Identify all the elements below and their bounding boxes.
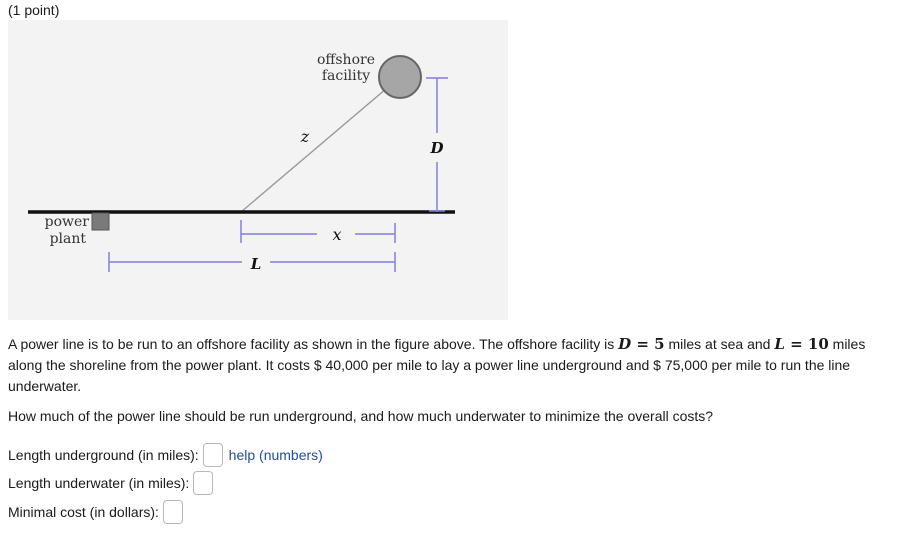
label-z: z xyxy=(300,127,310,146)
label-l: L xyxy=(250,255,262,273)
figure-diagram xyxy=(8,20,508,320)
cost-row xyxy=(8,500,183,524)
var-d: D xyxy=(618,335,632,353)
underground-label: Length underground (in miles): xyxy=(8,447,199,463)
value-l: = 10 xyxy=(784,335,829,353)
facility-label: facility xyxy=(321,68,371,84)
var-l: L xyxy=(774,335,785,353)
underground-input[interactable] xyxy=(203,443,223,467)
label-d: D xyxy=(430,139,444,157)
power-label: power xyxy=(44,214,89,230)
cost-label: Minimal cost (in dollars): xyxy=(8,504,159,520)
problem-statement: A power line is to be run to an offshore facility as shown in the figure above. The offshore facility is D = 5 miles at sea and L = 10 miles along the shoreline from the power plant. It costs $ 40,000 per mile to lay a power line underground and $ 75,000 per mile to run the line underwater. xyxy=(8,335,866,394)
offshore-facility xyxy=(379,56,421,98)
problem-figure xyxy=(8,20,508,320)
plant-label: plant xyxy=(49,231,86,247)
underground-row xyxy=(8,443,323,467)
power-plant xyxy=(92,213,109,230)
cost-input[interactable] xyxy=(163,500,183,524)
value-d: = 5 xyxy=(631,335,665,353)
label-x: x xyxy=(332,225,342,244)
underwater-cable xyxy=(241,77,400,212)
help-numbers-link[interactable]: help (numbers) xyxy=(228,447,323,463)
underwater-label: Length underwater (in miles): xyxy=(8,475,190,491)
offshore-label: offshore xyxy=(317,52,375,68)
underwater-row xyxy=(8,471,213,495)
question-text: How much of the power line should be run underground, and how much underwater to minimize the overall costs? xyxy=(8,408,714,424)
underwater-input[interactable] xyxy=(193,471,213,495)
problem-points: (1 point) xyxy=(8,2,60,18)
